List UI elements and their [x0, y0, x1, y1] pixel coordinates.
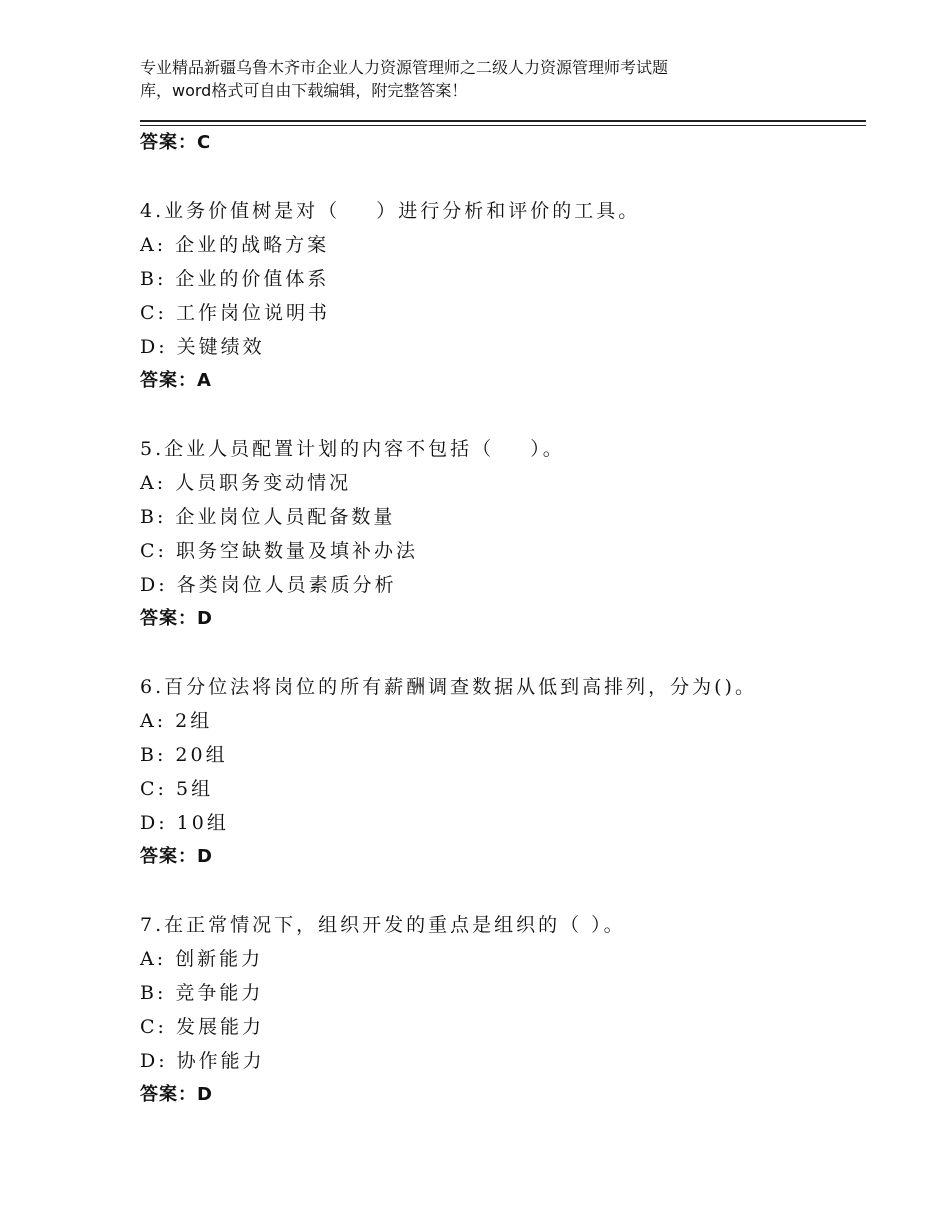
question-5 — [140, 432, 860, 636]
header-line-1: 专业精品新疆乌鲁木齐市企业人力资源管理师之二级人力资源管理师考试题 — [140, 58, 669, 77]
option-c: C: 工作岗位说明书 — [140, 302, 330, 324]
option-b: B: 20组 — [140, 744, 228, 766]
option-c: C: 职务空缺数量及填补办法 — [140, 540, 418, 562]
option-d: D: 各类岗位人员素质分析 — [140, 574, 397, 596]
option-c: C: 5组 — [140, 778, 214, 800]
answer-key: 答案：A — [140, 370, 212, 391]
option-d: D: 关键绩效 — [140, 336, 265, 358]
header-rule-thick — [140, 120, 866, 122]
question-4 — [140, 194, 860, 398]
question-7 — [140, 908, 860, 1112]
question-stem: 5.企业人员配置计划的内容不包括（ ）。 — [140, 438, 565, 460]
option-a: A: 2组 — [140, 710, 213, 732]
option-b: B: 竞争能力 — [140, 982, 264, 1004]
document-header — [140, 56, 780, 102]
header-line-2: 库，word格式可自由下载编辑，附完整答案！ — [140, 81, 468, 100]
previous-answer: 答案：C — [140, 132, 212, 153]
option-d: D: 10组 — [140, 812, 229, 834]
option-a: A: 创新能力 — [140, 948, 264, 970]
option-a: A: 人员职务变动情况 — [140, 472, 352, 494]
option-b: B: 企业的价值体系 — [140, 268, 330, 290]
option-b: B: 企业岗位人员配备数量 — [140, 506, 396, 528]
question-list — [140, 126, 860, 1112]
option-c: C: 发展能力 — [140, 1016, 264, 1038]
answer-key: 答案：D — [140, 846, 213, 867]
question-6 — [140, 670, 860, 874]
answer-key: 答案：D — [140, 1084, 213, 1105]
option-d: D: 协作能力 — [140, 1050, 265, 1072]
question-stem: 6.百分位法将岗位的所有薪酬调查数据从低到高排列，分为()。 — [140, 676, 757, 698]
option-a: A: 企业的战略方案 — [140, 234, 330, 256]
answer-key: 答案：D — [140, 608, 213, 629]
question-stem: 7.在正常情况下，组织开发的重点是组织的（ ）。 — [140, 914, 626, 936]
question-stem: 4.业务价值树是对（ ）进行分析和评价的工具。 — [140, 200, 641, 222]
